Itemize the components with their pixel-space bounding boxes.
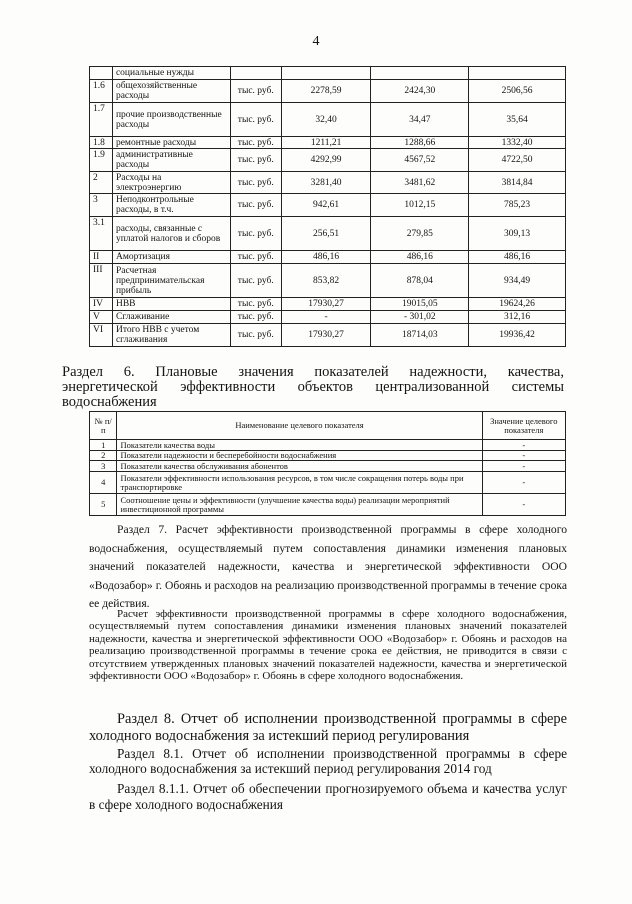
indicator-name: Показатели качества обслуживания абонентов — [117, 461, 482, 472]
row-unit: тыс. руб. — [230, 80, 281, 103]
indicator-value: - — [482, 440, 565, 451]
row-value-1: 1211,21 — [281, 137, 371, 149]
row-name: Расходы на электроэнергию — [112, 172, 230, 194]
row-value-2: 279,85 — [371, 217, 469, 251]
header-no: № п/п — [90, 412, 117, 440]
row-code — [90, 67, 113, 80]
row-unit: тыс. руб. — [230, 251, 281, 264]
budget-row — [90, 251, 566, 264]
row-value-3: 3814,84 — [469, 172, 566, 194]
row-value-1: 2278,59 — [281, 80, 371, 103]
row-unit — [230, 67, 281, 80]
row-code: 1.9 — [90, 149, 113, 172]
row-name: Расчетная предпринимательская прибыль — [112, 264, 230, 298]
row-value-3: 4722,50 — [469, 149, 566, 172]
budget-row — [90, 80, 566, 103]
row-value-1: 853,82 — [281, 264, 371, 298]
row-name: прочие производственные расходы — [112, 103, 230, 137]
row-value-2: 4567,52 — [371, 149, 469, 172]
budget-row — [90, 298, 566, 311]
indicator-no: 2 — [90, 451, 117, 461]
row-name: Итого НВВ с учетом сглаживания — [112, 324, 230, 347]
indicators-header-row — [90, 412, 566, 440]
row-name: административные расходы — [112, 149, 230, 172]
row-value-3: 2506,56 — [469, 80, 566, 103]
row-value-2: 3481,62 — [371, 172, 469, 194]
indicator-no: 4 — [90, 472, 117, 494]
row-value-1: 3281,40 — [281, 172, 371, 194]
row-value-3: 309,13 — [469, 217, 566, 251]
row-unit: тыс. руб. — [230, 311, 281, 324]
indicators-table — [89, 411, 566, 516]
indicator-value: - — [482, 494, 565, 516]
row-code: IV — [90, 298, 113, 311]
row-unit: тыс. руб. — [230, 298, 281, 311]
row-code: 2 — [90, 172, 113, 194]
section6-heading — [62, 365, 564, 410]
section8-1-heading: Раздел 8.1. Отчет об исполнении производственной программы в сфере холодного водоснабжения за истекший период регулирования 2014 год — [89, 746, 567, 776]
row-value-3: 35,64 — [469, 103, 566, 137]
indicator-name: Показатели качества воды — [117, 440, 482, 451]
section8-heading: Раздел 8. Отчет об исполнении производственной программы в сфере холодного водоснабжения за истекший период регулирования — [89, 711, 567, 744]
row-value-3: 486,16 — [469, 251, 566, 264]
row-name: социальные нужды — [112, 67, 230, 80]
row-value-3 — [469, 67, 566, 80]
row-value-2: - 301,02 — [371, 311, 469, 324]
indicator-no: 5 — [90, 494, 117, 516]
header-value: Значение целевого показателя — [482, 412, 565, 440]
indicator-value: - — [482, 461, 565, 472]
row-value-2: 19015,05 — [371, 298, 469, 311]
budget-row — [90, 149, 566, 172]
budget-row — [90, 103, 566, 137]
row-name: расходы, связанные с уплатой налогов и сборов — [112, 217, 230, 251]
budget-row — [90, 264, 566, 298]
indicator-row — [90, 451, 566, 461]
page-number: 4 — [312, 34, 320, 49]
row-code: 3.1 — [90, 217, 113, 251]
row-value-3: 785,23 — [469, 194, 566, 217]
row-code: 1.8 — [90, 137, 113, 149]
row-name: общехозяйственные расходы — [112, 80, 230, 103]
budget-table — [89, 66, 566, 347]
indicator-name: Показатели надежности и бесперебойности водоснабжения — [117, 451, 482, 461]
row-value-2: 1288,66 — [371, 137, 469, 149]
section8-1-1-heading: Раздел 8.1.1. Отчет об обеспечении прогнозируемого объема и качества услуг в сфере холодного водоснабжения — [89, 781, 567, 812]
section6-line2: энергетической эффективности объектов централизованной системы — [62, 379, 564, 395]
row-code: 1.6 — [90, 80, 113, 103]
row-code: 3 — [90, 194, 113, 217]
budget-row — [90, 311, 566, 324]
row-value-2: 486,16 — [371, 251, 469, 264]
row-value-2: 1012,15 — [371, 194, 469, 217]
row-value-1: 486,16 — [281, 251, 371, 264]
row-unit: тыс. руб. — [230, 149, 281, 172]
row-value-2: 2424,30 — [371, 80, 469, 103]
row-value-3: 19936,42 — [469, 324, 566, 347]
row-name: Неподконтрольные расходы, в т.ч. — [112, 194, 230, 217]
indicator-name: Показатели эффективности использования ресурсов, в том числе сокращения потерь воды при транспортировке — [117, 472, 482, 494]
row-value-1: 256,51 — [281, 217, 371, 251]
row-value-2: 34,47 — [371, 103, 469, 137]
section7-note-paragraph: Расчет эффективности производственной программы в сфере холодного водоснабжения, осуществляемый путем сопоставления динамики изменения плановых значений показателей надежности, качества и энергетической эффективности ООО «Водозабор» г. Обоянь и расходов на реализацию производственной программы в течение срока ее действия, не приводится в связи с отсутствием утвержденных плановых значений показателей надежности, качества и энергетической эффективности ООО «Водозабор» г. Обоянь в сфере холодного водоснабжения. — [89, 608, 567, 683]
section7-paragraph: Раздел 7. Расчет эффективности производственной программы в сфере холодного водоснабжения, осуществляемый путем сопоставления динамики изменения плановых значений показателей надежности, качества и энергетической эффективности ООО «Водозабор» г. Обоянь и расходов на реализацию производственной программы в течение срока ее действия. — [89, 523, 567, 610]
row-value-2 — [371, 67, 469, 80]
budget-row — [90, 67, 566, 80]
header-name: Наименование целевого показателя — [117, 412, 482, 440]
row-unit: тыс. руб. — [230, 264, 281, 298]
indicator-row — [90, 461, 566, 472]
indicator-row — [90, 472, 566, 494]
row-value-1: - — [281, 311, 371, 324]
row-code: 1.7 — [90, 103, 113, 137]
indicator-row — [90, 494, 566, 516]
row-value-3: 19624,26 — [469, 298, 566, 311]
row-unit: тыс. руб. — [230, 324, 281, 347]
row-name: НВВ — [112, 298, 230, 311]
row-value-1: 32,40 — [281, 103, 371, 137]
row-value-2: 878,04 — [371, 264, 469, 298]
row-name: Амортизация — [112, 251, 230, 264]
indicator-value: - — [482, 472, 565, 494]
row-name: ремонтные расходы — [112, 137, 230, 149]
row-value-1 — [281, 67, 371, 80]
indicator-no: 3 — [90, 461, 117, 472]
row-value-2: 18714,03 — [371, 324, 469, 347]
indicator-row — [90, 440, 566, 451]
row-unit: тыс. руб. — [230, 103, 281, 137]
budget-row — [90, 217, 566, 251]
indicator-value: - — [482, 451, 565, 461]
row-code: VI — [90, 324, 113, 347]
row-name: Сглаживание — [112, 311, 230, 324]
row-value-3: 934,49 — [469, 264, 566, 298]
row-unit: тыс. руб. — [230, 137, 281, 149]
row-unit: тыс. руб. — [230, 194, 281, 217]
indicator-name: Соотношение цены и эффективности (улучшение качества воды) реализации мероприятий инвестиционной программы — [117, 494, 482, 516]
budget-row — [90, 324, 566, 347]
row-value-1: 17930,27 — [281, 298, 371, 311]
row-unit: тыс. руб. — [230, 172, 281, 194]
row-value-1: 942,61 — [281, 194, 371, 217]
row-value-1: 17930,27 — [281, 324, 371, 347]
row-unit: тыс. руб. — [230, 217, 281, 251]
row-value-3: 1332,40 — [469, 137, 566, 149]
budget-row — [90, 172, 566, 194]
section6-line3: водоснабжения — [62, 394, 157, 410]
budget-row — [90, 137, 566, 149]
indicator-no: 1 — [90, 440, 117, 451]
row-code: II — [90, 251, 113, 264]
section6-line1: Раздел 6. Плановые значения показателей надежности, качества, — [62, 364, 564, 380]
row-code: III — [90, 264, 113, 298]
row-value-3: 312,16 — [469, 311, 566, 324]
budget-row — [90, 194, 566, 217]
row-value-1: 4292,99 — [281, 149, 371, 172]
row-code: V — [90, 311, 113, 324]
